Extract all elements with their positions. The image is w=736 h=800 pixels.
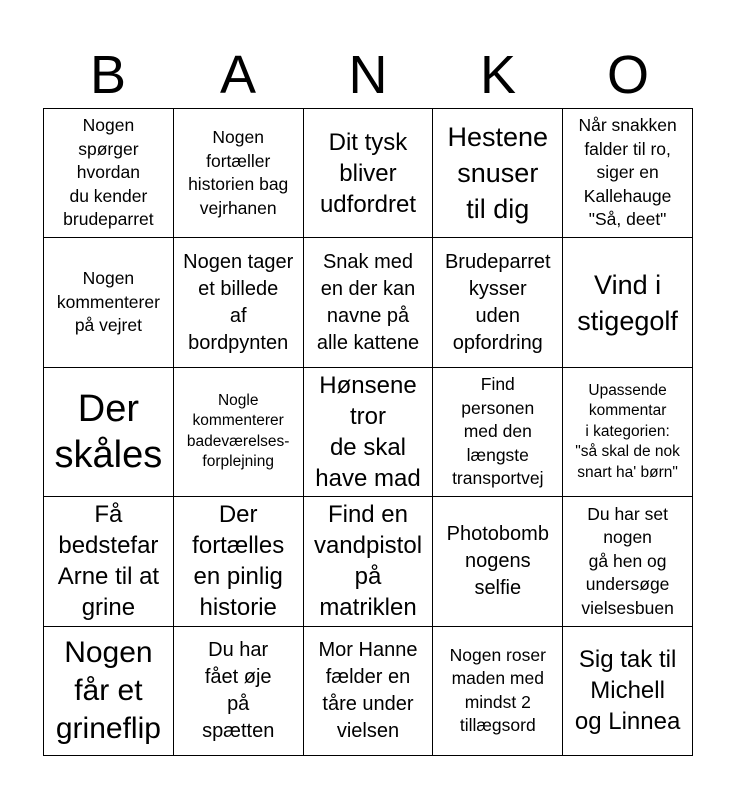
bingo-cell-r1-c2[interactable]: Nogen fortæller historien bag vejrhanen: [174, 109, 304, 238]
bingo-cell-r1-c5[interactable]: Når snakken falder til ro, siger en Kallehauge "Så, deet": [563, 109, 693, 238]
bingo-cell-r3-c5[interactable]: Upassende kommentar i kategorien: "så skal de nok snart ha' børn": [563, 368, 693, 497]
bingo-card-grid: [43, 108, 693, 756]
bingo-cell-r2-c5[interactable]: Vind i stigegolf: [563, 238, 693, 367]
header-letter-a: A: [219, 45, 257, 105]
header-letter-n: N: [348, 45, 388, 105]
bingo-cell-r2-c4[interactable]: Brudeparret kysser uden opfordring: [433, 238, 563, 367]
header-letter-o: O: [606, 45, 649, 105]
bingo-cell-r5-c4[interactable]: Nogen roser maden med mindst 2 tillægsord: [433, 627, 563, 756]
bingo-cell-r2-c2[interactable]: Nogen tager et billede af bordpynten: [174, 238, 304, 367]
bingo-cell-r4-c2[interactable]: Der fortælles en pinlig historie: [174, 497, 304, 626]
bingo-cell-r4-c4[interactable]: Photobomb nogens selfie: [433, 497, 563, 626]
header-letter-k: K: [479, 45, 517, 105]
bingo-cell-r1-c3[interactable]: Dit tysk bliver udfordret: [304, 109, 434, 238]
bingo-cell-r4-c5[interactable]: Du har set nogen gå hen og undersøge vielsesbuen: [563, 497, 693, 626]
bingo-cell-r5-c5[interactable]: Sig tak til Michell og Linnea: [563, 627, 693, 756]
bingo-cell-r3-c3[interactable]: Hønsene tror de skal have mad: [304, 368, 434, 497]
header-letter-b: B: [89, 45, 127, 105]
bingo-cell-r3-c4[interactable]: Find personen med den længste transportvej: [433, 368, 563, 497]
banko-header: [43, 42, 693, 108]
bingo-cell-r5-c1[interactable]: Nogen får et grineflip: [44, 627, 174, 756]
bingo-cell-r4-c1[interactable]: Få bedstefar Arne til at grine: [44, 497, 174, 626]
bingo-cell-r5-c2[interactable]: Du har fået øje på spætten: [174, 627, 304, 756]
bingo-cell-r5-c3[interactable]: Mor Hanne fælder en tåre under vielsen: [304, 627, 434, 756]
bingo-cell-r2-c3[interactable]: Snak med en der kan navne på alle kattene: [304, 238, 434, 367]
bingo-cell-r3-c1[interactable]: Der skåles: [44, 368, 174, 497]
bingo-cell-r3-c2[interactable]: Nogle kommenterer badeværelses- forplejning: [174, 368, 304, 497]
bingo-cell-r1-c1[interactable]: Nogen spørger hvordan du kender brudeparret: [44, 109, 174, 238]
bingo-cell-r2-c1[interactable]: Nogen kommenterer på vejret: [44, 238, 174, 367]
bingo-cell-r1-c4[interactable]: Hestene snuser til dig: [433, 109, 563, 238]
bingo-cell-r4-c3[interactable]: Find en vandpistol på matriklen: [304, 497, 434, 626]
